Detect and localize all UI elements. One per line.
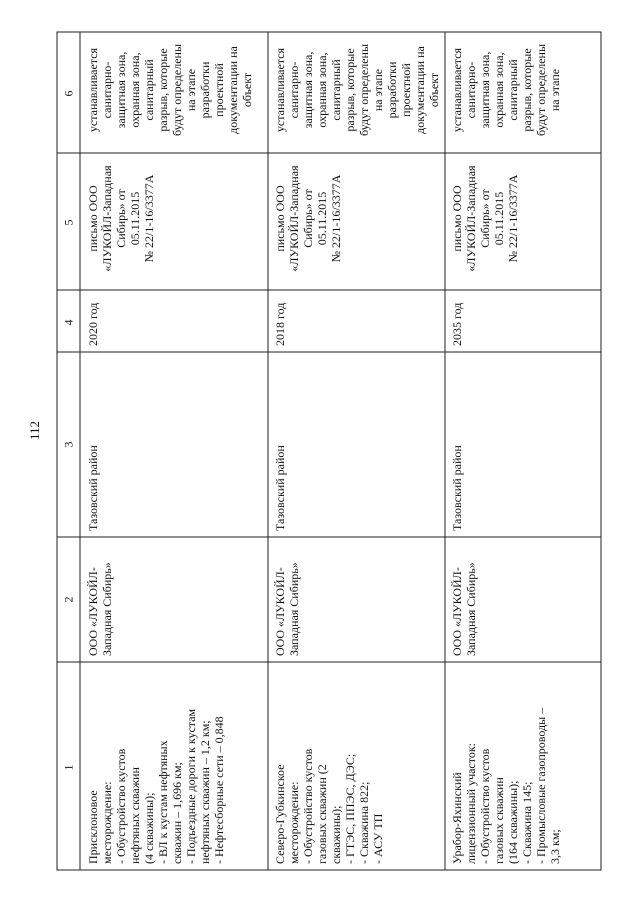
row1-organization: ООО «ЛУКОЙЛ- Западная Сибирь» xyxy=(86,562,114,656)
row2-basis: письмо ООО «ЛУКОЙЛ-Западная Сибирь» от 05.11.2015 № 22/1-16/3377А xyxy=(273,165,343,272)
row3-note: устанавливается санитарно- защитная зона, охранная зона, санитарный разрыв, которые будут определены на этапе xyxy=(450,43,562,137)
column-header-4: 4 xyxy=(61,319,76,326)
row2-organization: ООО «ЛУКОЙЛ- Западная Сибирь» xyxy=(273,562,301,656)
row1-district: Тазовский район xyxy=(86,445,100,531)
row2-object: Северо-Губкинское месторождение: - Обустройство кустов газовых скважин (2 скважины); - ГТЭС, ППЭС, ДЭС; - Скважина 822; - АСУ ТП xyxy=(273,748,385,864)
row1-note: устанавливается санитарно- защитная зона, охранная зона, санитарный разрыв, которые будут определены на этапе разработки проектной документации на объект xyxy=(86,43,254,137)
row3-basis: письмо ООО «ЛУКОЙЛ-Западная Сибирь» от 05.11.2015 № 22/1-16/3377А xyxy=(450,165,520,272)
column-header-1: 1 xyxy=(61,764,76,771)
column-header-3: 3 xyxy=(61,441,76,448)
column-header-5: 5 xyxy=(61,219,76,226)
row3-district: Тазовский район xyxy=(450,445,464,531)
row2-district: Тазовский район xyxy=(273,445,287,531)
column-header-6: 6 xyxy=(61,90,76,97)
row1-object: Присклоновое месторождение: - Обустройство кустов нефтяных скважин (4 скважины); - ВЛ к кустам нефтяных скважин – 1,696 км; - Подъездные дороги к кустам нефтяных скважин – 1,2 км; - Нефтесборные сети – 0,848 xyxy=(86,708,226,864)
row1-basis: письмо ООО «ЛУКОЙЛ-Западная Сибирь» от 05.11.2015 № 22/1-16/3377А xyxy=(86,165,156,272)
row2-year: 2018 год xyxy=(273,302,287,346)
row3-object: Урабор-Яхинский лицензионный участок: - Обустройство кустов газовых скважин (164 скважины); - Скважина 145; - Промысловые газопроводы – 3,3 км; xyxy=(450,707,562,864)
row3-organization: ООО «ЛУКОЙЛ- Западная Сибирь» xyxy=(450,562,478,656)
row1-year: 2020 год xyxy=(86,302,100,346)
row2-note: устанавливается санитарно- защитная зона, охранная зона, санитарный разрыв, которые будут определены на этапе разработки проектной документации на объект xyxy=(273,43,441,137)
column-header-2: 2 xyxy=(61,596,76,603)
row3-year: 2035 год xyxy=(450,302,464,346)
page-number: 112 xyxy=(27,420,42,440)
